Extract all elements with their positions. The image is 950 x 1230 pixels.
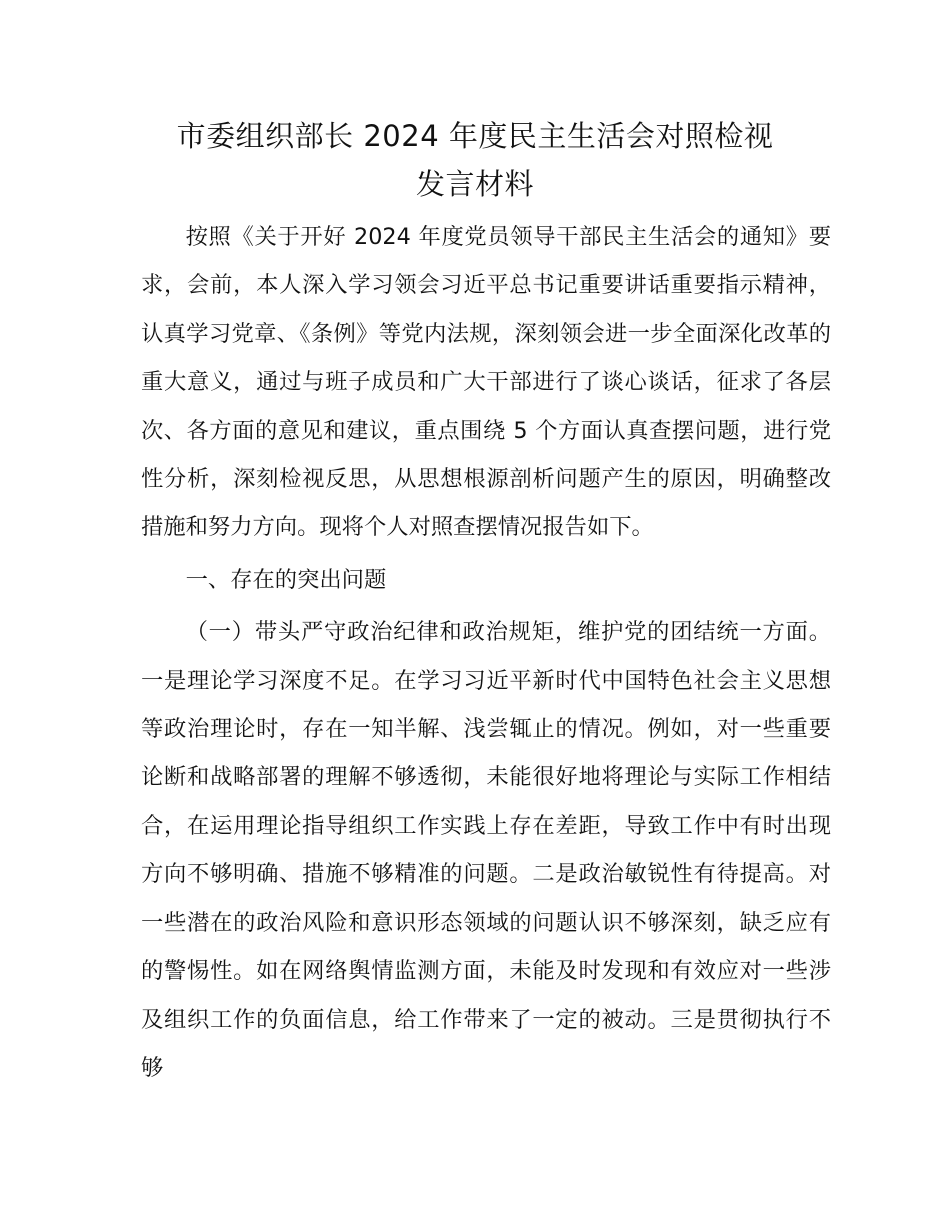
title-line-1: 市委组织部长 2024 年度民主生活会对照检视 [176,119,774,153]
document-title [120,112,830,208]
section-heading: 一、存在的突出问题 [185,566,387,593]
title-line-2: 发言材料 [415,167,534,201]
section-paragraph: （一）带头严守政治纪律和政治规矩，维护党的团结统一方面。一是理论学习深度不足。在学习习近平新时代中国特色社会主义思想等政治理论时，存在一知半解、浅尝辄止的情况。例如，对一些重要论断和战略部署的理解不够透彻，未能很好地将理论与实际工作相结合，在运用理论指导组织工作实践上存在差距，导致工作中有时出现方向不够明确、措施不够精准的问题。二是政治敏锐性有待提高。对一些潜在的政治风险和意识形态领域的问题认识不够深刻，缺乏应有的警惕性。如在网络舆情监测方面，未能及时发现和有效应对一些涉及组织工作的负面信息，给工作带来了一定的被动。三是贯彻执行不够 [141,619,831,1081]
intro-paragraph: 按照《关于开好 2024 年度党员领导干部民主生活会的通知》要求，会前，本人深入学习领会习近平总书记重要讲话重要指示精神，认真学习党章、《条例》等党内法规，深刻领会进一步全面深化改革的重大意义，通过与班子成员和广大干部进行了谈心谈话，征求了各层次、各方面的意见和建议，重点围绕 5 个方面认真查摆问题，进行党性分析，深刻检视反思，从思想根源剖析问题产生的原因，明确整改措施和努力方向。现将个人对照查摆情况报告如下。 [141,224,831,541]
document-body [141,213,831,1092]
